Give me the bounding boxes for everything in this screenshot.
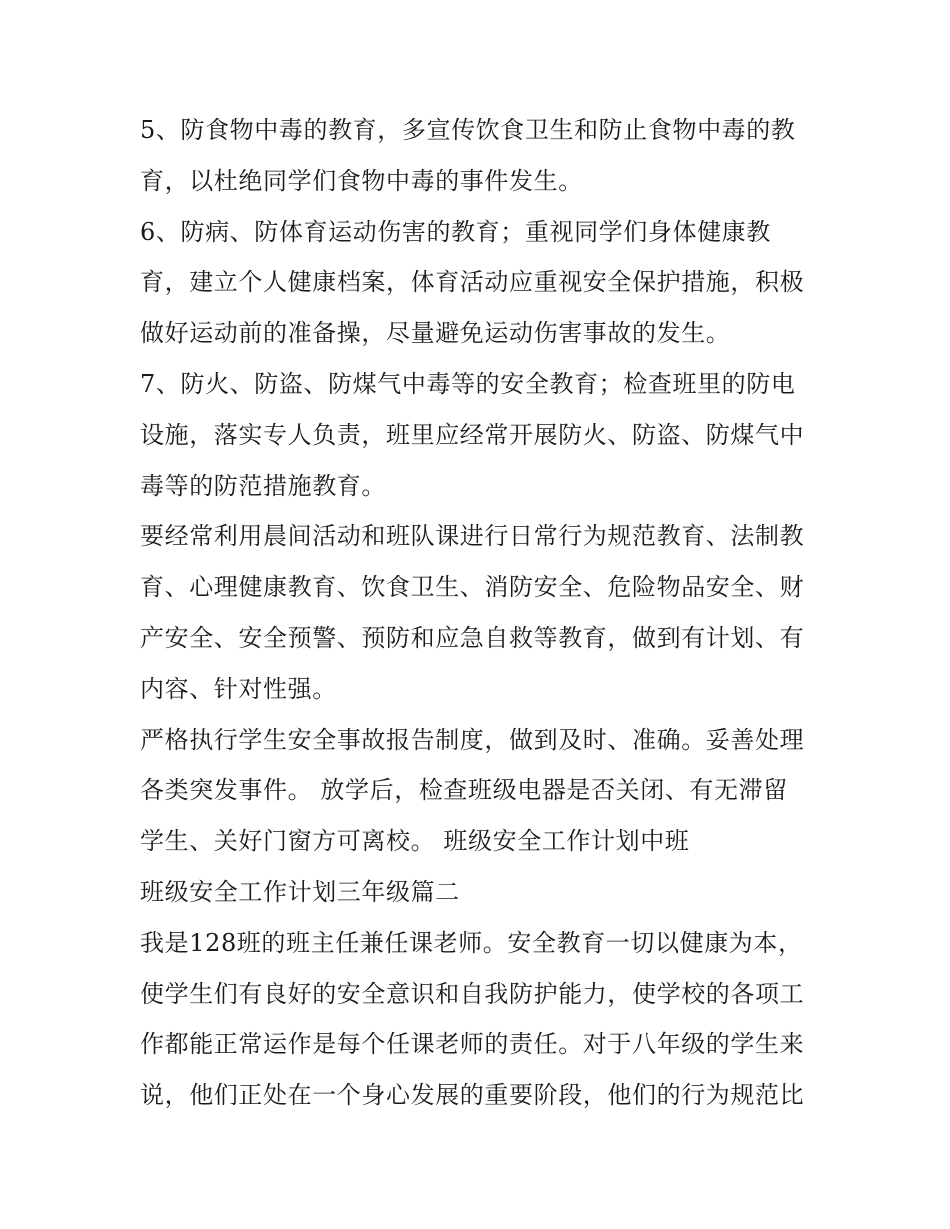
text-line: 育，建立个人健康档案，体育活动应重视安全保护措施，积极 [140, 268, 805, 297]
text-line: 严格执行学生安全事故报告制度，做到及时、准确。妥善处理 [140, 725, 805, 754]
paragraph-daily-education [140, 511, 820, 714]
text-line: 7、防火、防盗、防煤气中毒等的安全教育；检查班里的防电 [140, 369, 796, 398]
text-line: 我是128班的班主任兼任课老师。安全教育一切以健康为本， [140, 928, 803, 957]
paragraph-food-poisoning [140, 105, 820, 207]
text-line: 作都能正常运作是每个任课老师的责任。对于八年级的学生来 [140, 1030, 805, 1059]
text-line: 6、防病、防体育运动伤害的教育；重视同学们身体健康教 [140, 217, 771, 246]
section-heading [140, 867, 820, 918]
text-line: 产安全、安全预警、预防和应急自救等教育，做到有计划、有 [140, 623, 805, 652]
paragraph-incident-reporting [140, 715, 820, 867]
document-body [140, 105, 820, 1121]
text-line: 做好运动前的准备操，尽量避免运动伤害事故的发生。 [140, 319, 731, 348]
paragraph-teacher-intro [140, 918, 820, 1121]
text-line: 说，他们正处在一个身心发展的重要阶段，他们的行为规范比 [140, 1081, 805, 1110]
text-line: 育，以杜绝同学们食物中毒的事件发生。 [140, 166, 583, 195]
text-line: 使学生们有良好的安全意识和自我防护能力，使学校的各项工 [140, 979, 805, 1008]
paragraph-sports-injury [140, 207, 820, 359]
text-line: 要经常利用晨间活动和班队课进行日常行为规范教育、法制教 [140, 522, 805, 551]
text-line: 各类突发事件。 放学后，检查班级电器是否关闭、有无滞留 [140, 776, 788, 805]
heading-line: 班级安全工作计划三年级篇二 [140, 877, 460, 906]
text-line: 设施，落实专人负责，班里应经常开展防火、防盗、防煤气中 [140, 420, 805, 449]
text-line: 5、防食物中毒的教育，多宣传饮食卫生和防止食物中毒的教 [140, 116, 796, 144]
text-line: 学生、关好门窗方可离校。 班级安全工作计划中班 [140, 827, 690, 856]
text-line: 育、心理健康教育、饮食卫生、消防安全、危险物品安全、财 [140, 573, 805, 602]
paragraph-fire-theft [140, 359, 820, 511]
text-line: 内容、针对性强。 [140, 674, 337, 703]
text-line: 毒等的防范措施教育。 [140, 471, 386, 500]
